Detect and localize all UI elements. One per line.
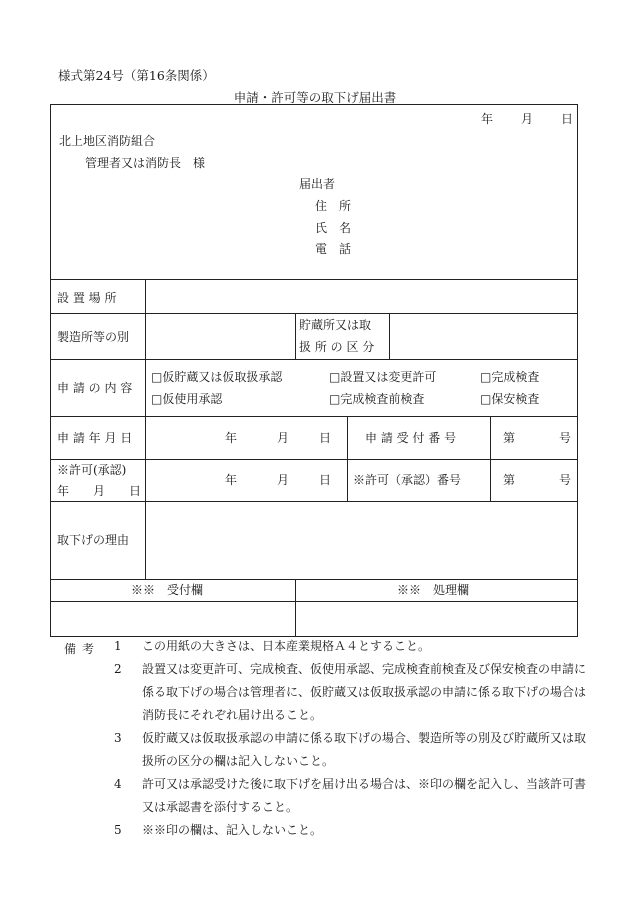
facility-type-label: 製造所等の別 [57,330,130,344]
option-completion-inspection[interactable]: □完成検査 [480,370,540,384]
permit-year: 年 [225,473,238,487]
notifier-address-label: 住 所 [315,199,352,213]
reception-column-label: ※※ 受付欄 [131,583,204,597]
apply-date-label: 申 請 年 月 日 [57,431,133,445]
apply-day: 日 [319,431,332,445]
receipt-no-prefix: 第 [503,431,516,445]
divider [51,416,577,417]
option-temp-use[interactable]: □仮使用承認 [151,392,223,406]
permit-month: 月 [277,473,290,487]
option-install-change[interactable]: □設置又は変更許可 [329,370,437,384]
note-number: 3 [114,731,122,745]
notifier-name-label: 氏 名 [315,221,352,235]
divider [145,279,146,579]
note-item [114,727,594,773]
permit-no-prefix: 第 [503,473,516,487]
form-title: 申請・許可等の取下げ届出書 [233,90,397,105]
location-label: 設 置 場 所 [57,291,117,305]
note-item [114,635,594,658]
receipt-no-suffix: 号 [559,431,572,445]
note-item [114,819,594,842]
note-text: 仮貯蔵又は仮取扱承認の申請に係る取下げの場合、製造所等の別及び貯蔵所又は取扱所の区分の欄は記入しないこと。 [142,731,587,768]
note-item [114,773,594,819]
divider [347,416,348,501]
note-item [114,658,594,727]
permit-label-1: ※許可(承認) [57,463,127,477]
divider [51,459,577,460]
note-number: 5 [114,823,122,837]
addressee-person: 管理者又は消防長 様 [85,156,206,170]
note-text: 許可又は承認受けた後に取下げを届け出る場合は、※印の欄を記入し、当該許可書又は承認書を添付すること。 [142,777,587,814]
notifier-phone-label: 電 話 [315,242,352,256]
form-table [50,104,578,637]
divider [51,279,577,280]
divider [389,313,390,359]
divider [51,579,577,580]
option-safety-inspection[interactable]: □保安検査 [480,392,540,406]
reason-label: 取下げの理由 [57,533,130,547]
date-day: 日 [561,112,574,126]
storage-label-2: 扱 所 の 区 分 [299,340,375,354]
permit-no-label: ※許可（承認）番号 [353,473,462,487]
note-number: 1 [114,639,122,653]
content-label: 申 請 の 内 容 [57,381,133,395]
notifier-heading: 届出者 [299,177,336,191]
permit-no-suffix: 号 [559,473,572,487]
notes-heading: 備考 [64,642,101,656]
divider [490,416,491,501]
note-text: 設置又は変更許可、完成検査、仮使用承認、完成検査前検査及び保安検査の申請に係る取下げの場合は管理者に、仮貯蔵又は仮取扱承認の申請に係る取下げの場合は消防長にそれぞれ届け出ること。 [142,662,587,722]
form-number: 様式第24号（第16条関係） [58,68,215,83]
divider [51,501,577,502]
note-number: 4 [114,777,122,791]
permit-label-2: 年 月 日 [57,484,142,498]
note-number: 2 [114,662,122,676]
processing-column-label: ※※ 処理欄 [397,583,470,597]
apply-year: 年 [225,431,238,445]
divider [51,313,577,314]
note-text: ※※印の欄は、記入しないこと。 [142,823,323,837]
storage-label-1: 貯蔵所又は取 [299,318,372,332]
date-year: 年 [481,112,494,126]
option-pre-completion[interactable]: □完成検査前検査 [329,392,425,406]
divider [295,579,296,637]
option-temp-storage[interactable]: □仮貯蔵又は仮取扱承認 [151,370,283,384]
divider [51,359,577,360]
receipt-no-label: 申 請 受 付 番 号 [365,431,457,445]
apply-month: 月 [277,431,290,445]
permit-day: 日 [319,473,332,487]
date-month: 月 [521,112,534,126]
addressee-org: 北上地区消防組合 [59,134,156,148]
divider [51,601,577,602]
divider [295,313,296,359]
note-text: この用紙の大きさは、日本産業規格Ａ４とすること。 [142,639,431,653]
